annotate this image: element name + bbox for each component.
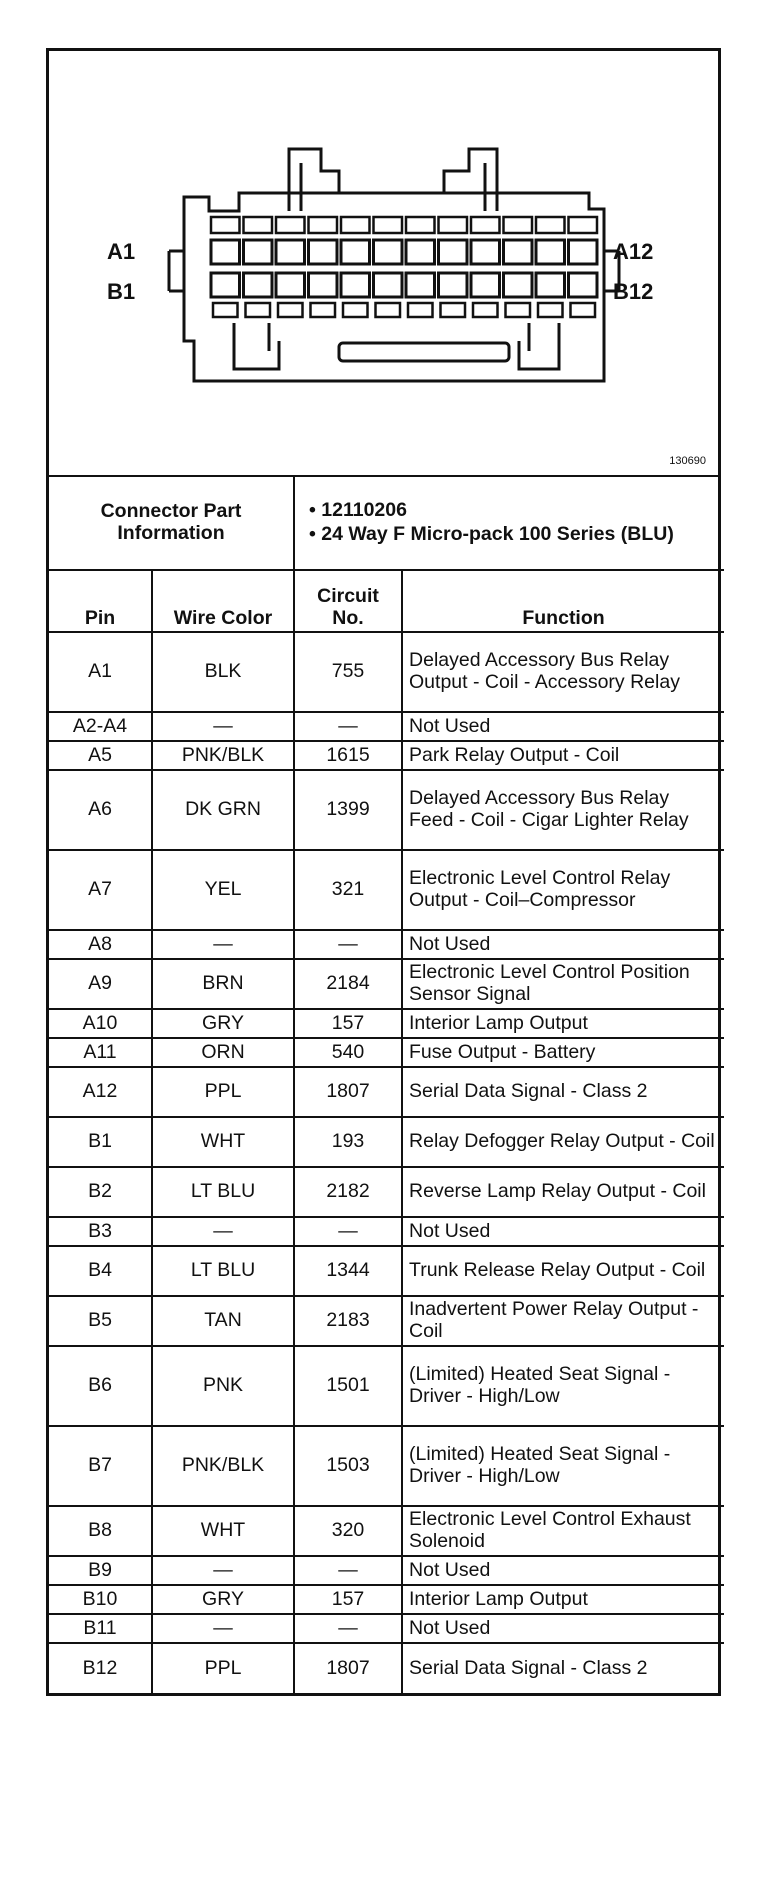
terminal-lock-b xyxy=(538,303,563,317)
function-cell: Relay Defogger Relay Output - Coil xyxy=(402,1117,724,1167)
wire-color-cell: — xyxy=(152,712,294,741)
cavity-a xyxy=(504,240,533,264)
circuit-cell: 320 xyxy=(294,1506,402,1556)
wire-color-cell: PNK/BLK xyxy=(152,741,294,770)
table-row xyxy=(49,1167,724,1217)
terminal-lock-a xyxy=(536,217,565,233)
circuit-cell: — xyxy=(294,712,402,741)
table-row xyxy=(49,632,724,712)
circuit-cell: — xyxy=(294,1614,402,1643)
table-row xyxy=(49,741,724,770)
cavity-b xyxy=(439,273,468,297)
table-row xyxy=(49,1009,724,1038)
function-cell: Electronic Level Control Position Sensor Signal xyxy=(402,959,724,1009)
circuit-cell: 1399 xyxy=(294,770,402,850)
label-a1: A1 xyxy=(107,239,136,264)
pin-cell: B3 xyxy=(49,1217,152,1246)
cavity-b xyxy=(244,273,273,297)
pin-cell: B5 xyxy=(49,1296,152,1346)
connector-part-number: • 12110206 xyxy=(309,499,407,522)
function-cell: Inadvertent Power Relay Output - Coil xyxy=(402,1296,724,1346)
connector-info-row xyxy=(49,477,724,570)
function-cell: Electronic Level Control Exhaust Solenoid xyxy=(402,1506,724,1556)
table-row xyxy=(49,1067,724,1117)
pin-cell: A5 xyxy=(49,741,152,770)
cavity-a xyxy=(439,240,468,264)
cavity-a xyxy=(211,240,240,264)
connector-body xyxy=(184,193,604,381)
cavity-a xyxy=(341,240,370,264)
pin-cell: B4 xyxy=(49,1246,152,1296)
terminal-lock-b xyxy=(441,303,466,317)
function-cell: Delayed Accessory Bus Relay Feed - Coil - Cigar Lighter Relay xyxy=(402,770,724,850)
circuit-cell: 193 xyxy=(294,1117,402,1167)
circuit-cell: 1344 xyxy=(294,1246,402,1296)
cavity-a xyxy=(471,240,500,264)
terminal-lock-b xyxy=(278,303,303,317)
label-a12: A12 xyxy=(613,239,654,264)
wire-color-cell: WHT xyxy=(152,1117,294,1167)
terminal-lock-b xyxy=(473,303,498,317)
table-row xyxy=(49,1426,724,1506)
header-circuit: Circuit No. xyxy=(294,570,402,632)
terminal-lock-a xyxy=(504,217,533,233)
cavity-b xyxy=(341,273,370,297)
function-cell: Not Used xyxy=(402,1556,724,1585)
circuit-cell: 1501 xyxy=(294,1346,402,1426)
pin-cell: A8 xyxy=(49,930,152,959)
pin-cell: A2-A4 xyxy=(49,712,152,741)
label-b12: B12 xyxy=(613,279,654,304)
function-cell: Reverse Lamp Relay Output - Coil xyxy=(402,1167,724,1217)
terminal-lock-b xyxy=(506,303,531,317)
terminal-lock-b xyxy=(246,303,271,317)
pin-cell: A12 xyxy=(49,1067,152,1117)
wire-color-cell: PPL xyxy=(152,1643,294,1693)
wire-color-cell: WHT xyxy=(152,1506,294,1556)
terminal-lock-b xyxy=(376,303,401,317)
circuit-cell: 321 xyxy=(294,850,402,930)
terminal-lock-a xyxy=(439,217,468,233)
wire-color-cell: GRY xyxy=(152,1009,294,1038)
terminal-lock-a xyxy=(211,217,240,233)
wire-color-cell: — xyxy=(152,1217,294,1246)
table-row xyxy=(49,1346,724,1426)
cavity-b xyxy=(309,273,338,297)
wire-color-cell: DK GRN xyxy=(152,770,294,850)
wire-color-cell: — xyxy=(152,930,294,959)
pin-cell: B7 xyxy=(49,1426,152,1506)
cavity-b xyxy=(211,273,240,297)
function-cell: Fuse Output - Battery xyxy=(402,1038,724,1067)
table-row xyxy=(49,1296,724,1346)
circuit-cell: — xyxy=(294,1556,402,1585)
table-row xyxy=(49,1556,724,1585)
pin-cell: A11 xyxy=(49,1038,152,1067)
circuit-cell: 1807 xyxy=(294,1643,402,1693)
table-row xyxy=(49,1506,724,1556)
table-row xyxy=(49,1217,724,1246)
terminal-lock-b xyxy=(343,303,368,317)
header-wire-color: Wire Color xyxy=(152,570,294,632)
connector-type: • 24 Way F Micro-pack 100 Series (BLU) xyxy=(309,523,674,545)
table-row xyxy=(49,1117,724,1167)
circuit-cell: 157 xyxy=(294,1585,402,1614)
circuit-cell: 2183 xyxy=(294,1296,402,1346)
table-header xyxy=(49,570,724,632)
function-cell: (Limited) Heated Seat Signal - Driver - High/Low xyxy=(402,1346,724,1426)
function-cell: Delayed Accessory Bus Relay Output - Coil - Accessory Relay xyxy=(402,632,724,712)
cavity-b xyxy=(504,273,533,297)
circuit-cell: 157 xyxy=(294,1009,402,1038)
figure-number: 130690 xyxy=(669,455,706,467)
wire-color-cell: YEL xyxy=(152,850,294,930)
pin-cell: B2 xyxy=(49,1167,152,1217)
table-row xyxy=(49,712,724,741)
table-row xyxy=(49,959,724,1009)
keyway-slot xyxy=(339,343,509,361)
pin-cell: A1 xyxy=(49,632,152,712)
terminal-lock-a xyxy=(406,217,435,233)
cavity-b xyxy=(374,273,403,297)
function-cell: Not Used xyxy=(402,1614,724,1643)
function-cell: Trunk Release Relay Output - Coil xyxy=(402,1246,724,1296)
cavity-a xyxy=(276,240,305,264)
pin-cell: B12 xyxy=(49,1643,152,1693)
function-cell: Serial Data Signal - Class 2 xyxy=(402,1067,724,1117)
table-row xyxy=(49,770,724,850)
connector-sheet xyxy=(46,48,721,1696)
circuit-cell: 1807 xyxy=(294,1067,402,1117)
wire-color-cell: PNK/BLK xyxy=(152,1426,294,1506)
circuit-cell: 1503 xyxy=(294,1426,402,1506)
circuit-cell: 2184 xyxy=(294,959,402,1009)
right-foot xyxy=(519,323,559,369)
connector-info-list xyxy=(294,477,724,570)
terminal-lock-b xyxy=(213,303,238,317)
function-cell: (Limited) Heated Seat Signal - Driver - High/Low xyxy=(402,1426,724,1506)
function-cell: Serial Data Signal - Class 2 xyxy=(402,1643,724,1693)
terminal-lock-a xyxy=(341,217,370,233)
terminal-lock-a xyxy=(569,217,598,233)
cavity-a xyxy=(374,240,403,264)
left-side-tab xyxy=(169,251,184,291)
header-function: Function xyxy=(402,570,724,632)
table-row xyxy=(49,1614,724,1643)
pin-cell: B1 xyxy=(49,1117,152,1167)
cavity-b xyxy=(406,273,435,297)
wire-color-cell: LT BLU xyxy=(152,1167,294,1217)
wire-color-cell: — xyxy=(152,1614,294,1643)
function-cell: Not Used xyxy=(402,712,724,741)
cavity-a xyxy=(569,240,598,264)
wire-color-cell: ORN xyxy=(152,1038,294,1067)
terminal-lock-a xyxy=(309,217,338,233)
left-foot xyxy=(234,323,279,369)
right-latch xyxy=(444,149,497,211)
cavity-a xyxy=(406,240,435,264)
pin-cell: A7 xyxy=(49,850,152,930)
cavity-a xyxy=(536,240,565,264)
circuit-cell: 1615 xyxy=(294,741,402,770)
terminal-lock-a xyxy=(276,217,305,233)
terminal-lock-b xyxy=(311,303,336,317)
function-cell: Interior Lamp Output xyxy=(402,1585,724,1614)
wire-color-cell: BRN xyxy=(152,959,294,1009)
table-row xyxy=(49,1585,724,1614)
left-latch xyxy=(289,149,339,211)
circuit-cell: — xyxy=(294,1217,402,1246)
circuit-cell: 2182 xyxy=(294,1167,402,1217)
terminal-lock-a xyxy=(471,217,500,233)
cavity-a xyxy=(244,240,273,264)
function-cell: Not Used xyxy=(402,930,724,959)
pin-cell: B11 xyxy=(49,1614,152,1643)
wire-color-cell: PNK xyxy=(152,1346,294,1426)
label-b1: B1 xyxy=(107,279,136,304)
function-cell: Not Used xyxy=(402,1217,724,1246)
function-cell: Park Relay Output - Coil xyxy=(402,741,724,770)
wire-color-cell: — xyxy=(152,1556,294,1585)
wire-color-cell: BLK xyxy=(152,632,294,712)
wire-color-cell: LT BLU xyxy=(152,1246,294,1296)
table-row xyxy=(49,1038,724,1067)
cavity-a xyxy=(309,240,338,264)
terminal-lock-a xyxy=(244,217,273,233)
circuit-cell: 540 xyxy=(294,1038,402,1067)
circuit-cell: — xyxy=(294,930,402,959)
connector-diagram xyxy=(49,51,718,477)
wire-color-cell: GRY xyxy=(152,1585,294,1614)
cavity-b xyxy=(276,273,305,297)
table-row xyxy=(49,1643,724,1693)
function-cell: Interior Lamp Output xyxy=(402,1009,724,1038)
table-row xyxy=(49,850,724,930)
circuit-cell: 755 xyxy=(294,632,402,712)
terminal-lock-a xyxy=(374,217,403,233)
pin-cell: A10 xyxy=(49,1009,152,1038)
cavity-b xyxy=(471,273,500,297)
function-cell: Electronic Level Control Relay Output - Coil–Compressor xyxy=(402,850,724,930)
wire-color-cell: TAN xyxy=(152,1296,294,1346)
cavity-b xyxy=(536,273,565,297)
table-row xyxy=(49,1246,724,1296)
pin-cell: B9 xyxy=(49,1556,152,1585)
pin-cell: B6 xyxy=(49,1346,152,1426)
wire-color-cell: PPL xyxy=(152,1067,294,1117)
terminal-lock-b xyxy=(408,303,433,317)
pin-cell: A6 xyxy=(49,770,152,850)
table-row xyxy=(49,930,724,959)
pinout-table xyxy=(49,477,724,1693)
pin-cell: B10 xyxy=(49,1585,152,1614)
pin-cell: A9 xyxy=(49,959,152,1009)
pin-cell: B8 xyxy=(49,1506,152,1556)
header-pin: Pin xyxy=(49,570,152,632)
connector-info-title: Connector Part Information xyxy=(49,477,294,570)
cavity-b xyxy=(569,273,598,297)
terminal-lock-b xyxy=(571,303,596,317)
